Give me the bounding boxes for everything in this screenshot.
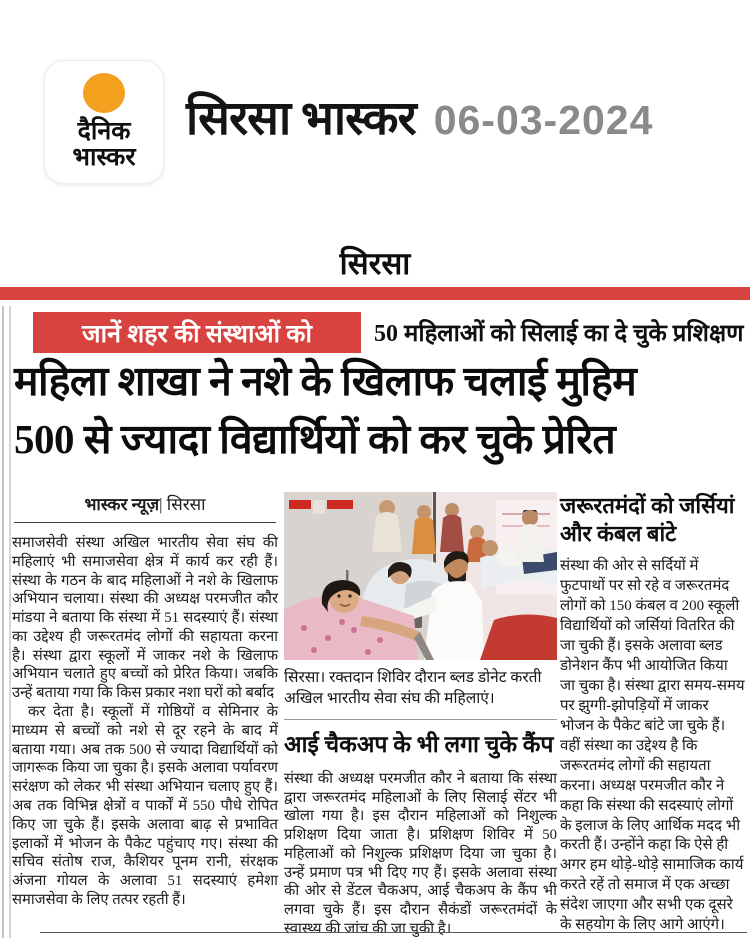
logo-text-line1: दैनिक (77, 117, 131, 145)
mid-column-body: संस्था की अध्यक्ष परमजीत कौर ने बताया कि संस्था द्वारा जरूरतमंद महिलाओं के लिए सिलाई सेंटर भी खोला गया है। इस दौरान महिलाओं को निशुल्क प्रशिक्षण दिया जाता है। प्रशिक्षण शिविर में 50 महिलाओं को निशुल्क प्रशिक्षण दिया जा चुका है। उन्हें प्रमाण पत्र भी दिए गए हैं। इसके अलावा संस्था की ओर से डेंटल चैकअप, आई चैकअप के कैंप भी लगवा चुके हैं। इस दौरान सैकंडों जरूरतमंदों के स्वास्थ्य की जांच की जा चुकी है। (284, 770, 557, 937)
byline-rule (14, 522, 276, 523)
middle-column (284, 492, 557, 939)
left-column-para2: कर देता है। स्कूलों में गोष्ठियों व सेमिनार के माध्यम से बच्चों को नशे से दूर रहने के बाद में बताया गया। अब तक 500 से ज्यादा विद्यार्थियों को जागरूक किया जा चुका है। इसके अलावा पर्यावरण सरंक्षण को लेकर भी संस्था अभियान चलाए हुए हैं। अब तक विभिन्न क्षेत्रों व पार्कों में 550 पौधे रोपित किए जा चुके हैं। इसके अलावा बाढ़ से प्रभावित इलाकों में भोजन के पैकेट पहुंचाए गए। संस्था की सचिव संतोष राज, कैशियर पूनम रानी, संरक्षक अंजना गोयल के अलावा 51 सदस्याएं हमेशा समाजसेवा के लिए तत्पर रहती हैं। (12, 704, 278, 908)
right-headline-line2: और कंबल बांटे (560, 521, 677, 547)
byline (12, 492, 278, 515)
kicker-badge: जानें शहर की संस्थाओं को (33, 312, 361, 353)
article-bottom-rule (40, 932, 747, 933)
byline-source: भास्कर न्यूज़ (84, 495, 160, 514)
edition-date: 06-03-2024 (433, 97, 654, 143)
right-column (560, 492, 745, 936)
section-divider-line (0, 287, 750, 300)
logo-text (72, 118, 135, 170)
news-article (0, 300, 750, 946)
blood-donation-photo-illustration (284, 492, 557, 660)
kicker-headline: 50 महिलाओं को सिलाई का दे चुके प्रशिक्षण (374, 321, 744, 347)
left-column (12, 492, 278, 910)
right-headline-line1: जरूरतमंदों को जर्सियां (560, 493, 735, 518)
right-column-headline (560, 492, 745, 548)
article-photo (284, 492, 557, 660)
right-column-body: संस्था की ओर से सर्दियों में फुटपाथों पर सो रहे व जरूरतमंद लोगों को 150 कंबल व 200 स्कूली विद्यार्थियों को जर्सियां वितरित की जा चुकी हैं। इसके अलावा ब्लड डोनेशन कैंप भी आयोजित किया जा चुका है। संस्था द्वारा समय-समय पर झुग्गी-झोपड़ियों में जाकर भोजन के पैकेट बांटे जा चुके हैं। वहीं संस्था का उद्देश्य है कि जरूरतमंद लोगों की सहायता करना। अध्यक्ष परमजीत कौर ने कहा कि संस्था की सदस्याएं लोगों के इलाज के लिए आर्थिक मदद भी करती हैं। उन्होंने कहा कि ऐसे ही अगर हम थोड़े-थोड़े सामाजिक कार्य करते रहें तो समाज में एक अच्छा संदेश जाएगा और सभी एक दूसरे के सहयोग के लिए आगे आएंगे। (560, 558, 745, 934)
scan-edge-line (2, 306, 11, 938)
photo-caption: सिरसा। रक्तदान शिविर दौरान ब्लड डोनेट करती अखिल भारतीय सेवा संघ की महिलाएं। (284, 669, 542, 708)
sun-icon (83, 73, 125, 113)
mid-column-subhead: आई चैकअप के भी लगा चुके कैंप (284, 731, 554, 757)
logo-text-line2: भास्कर (72, 143, 136, 171)
section-title: सिरसा (339, 246, 411, 281)
main-headline-line1: महिला शाखा ने नशे के खिलाफ चलाई मुहिम (14, 358, 637, 404)
caption-divider (284, 719, 557, 720)
main-headline-line2: 500 से ज्यादा विद्यार्थियों को कर चुके प्रेरित (14, 416, 616, 463)
masthead (186, 84, 653, 148)
edition-title: सिरसा भास्कर (186, 93, 416, 145)
byline-location: | सिरसा (159, 495, 206, 514)
left-column-para1: समाजसेवी संस्था अखिल भारतीय सेवा संघ की महिलाएं भी समाजसेवा क्षेत्र में कार्य कर रही हैं। संस्था के गठन के बाद महिलाओं ने नशे के खिलाफ अभियान चलाया। संस्था की अध्यक्ष परमजीत कौर मांडया ने बताया कि संस्था में 51 सदस्याएं हैं। संस्था का उद्देश्य ही जरूरतमंद लोगों की सहायता करना है। संस्था द्वारा स्कूलों में जाकर नशे के खिलाफ अभियान चलाते हुए बच्चों को प्रेरित किया। जबकि उन्हें बताया गया कि किस प्रकार नशा घरों को बर्बाद (12, 535, 278, 702)
main-headline (14, 352, 746, 468)
dainik-bhaskar-logo (44, 60, 164, 184)
